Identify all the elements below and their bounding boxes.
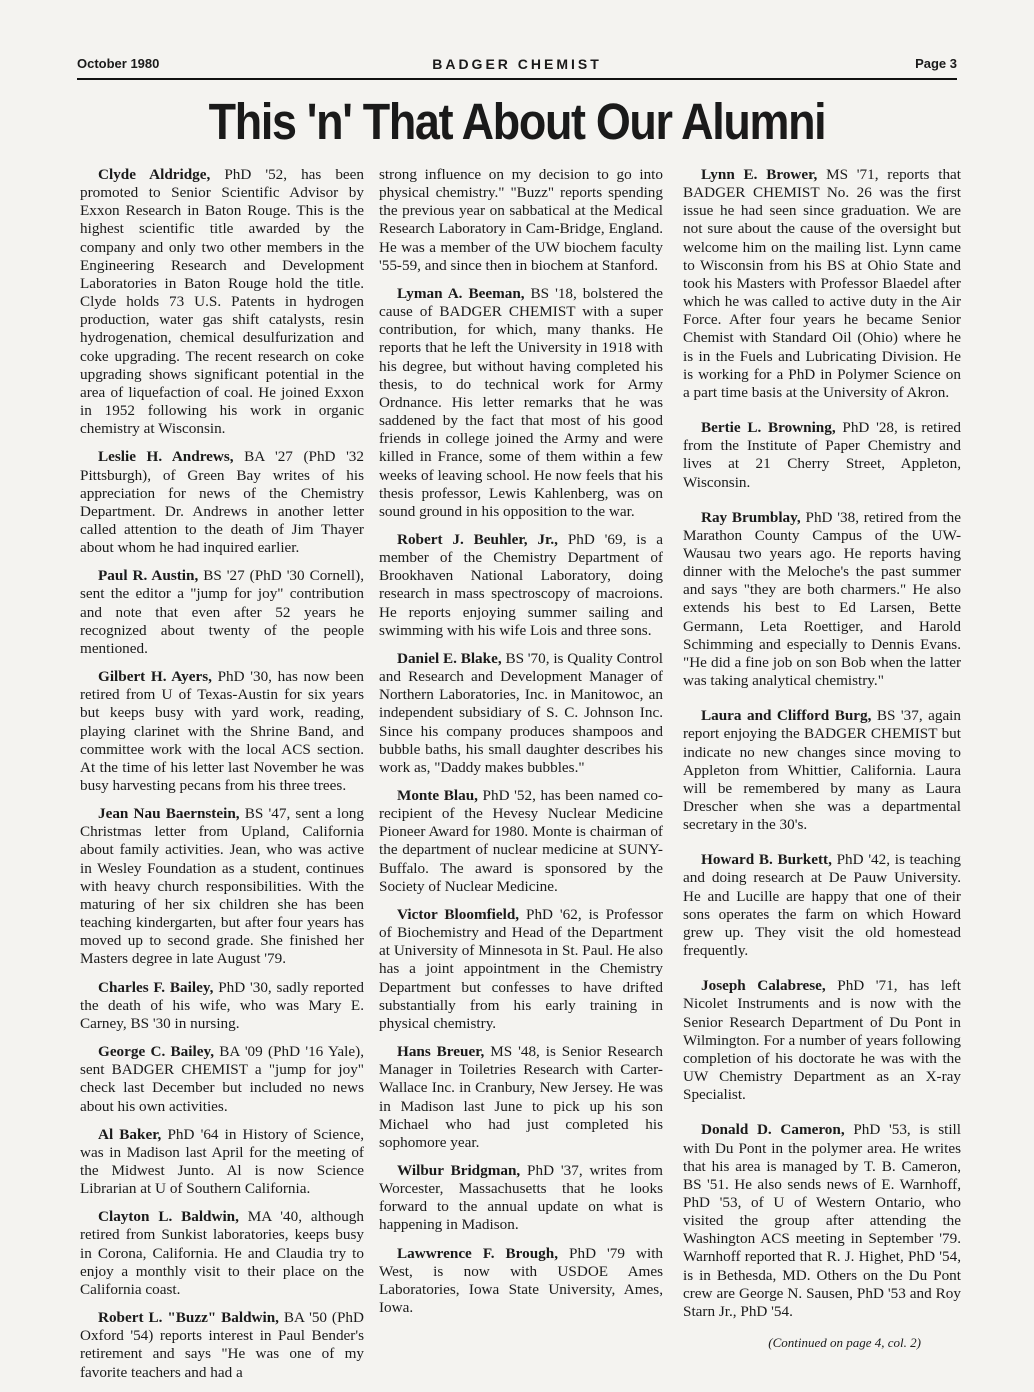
alumni-name: Lynn E. Brower, (701, 166, 818, 183)
alumni-name: Hans Breuer, (397, 1043, 485, 1061)
alumni-note (80, 1126, 364, 1199)
alumni-note-text: PhD '64 in History of Science, was in Madison last April for the meeting of the Midwest Junto. Al is now Science Librarian at U of Southern California. (80, 1125, 364, 1198)
alumni-note (683, 419, 961, 492)
alumni-note-text: PhD '62, is Professor of Biochemistry and Head of the Department at University of Minnesota in St. Paul. He also has a joint appointment in the Chemistry Department but confesses to have drifted substantially from his early training in physical chemistry. (379, 905, 663, 1032)
header-divider (77, 78, 957, 80)
alumni-note-text: PhD '52, has been promoted to Senior Scientific Advisor by Exxon Research in Baton Rouge. This is the highest scientific title awarded by the company and only two other members in the Engineering Research and Development Laboratories in Baton Rouge hold the title. Clyde holds 73 U.S. Patents in hydrogen production, water gas shift catalysts, resin hydrogenation, chemical desulfurization and coke upgrading. The recent research on coke upgrading shows significant potential in the area of liquefaction of coal. He joined Exxon in 1952 following his work in organic chemistry at Wisconsin. (80, 166, 364, 438)
alumni-note (683, 509, 961, 691)
alumni-note-text: MA '40, although retired from Sunkist laboratories, keeps busy in Corona, California. He and Claudia try to enjoy a monthly visit to their place on the California coast. (80, 1208, 364, 1298)
alumni-note-text: BA '50 (PhD Oxford '54) reports interest in Paul Bender's retirement and says "He was one of my favorite teachers and had a (80, 1309, 364, 1381)
alumni-note (379, 1245, 663, 1318)
alumni-note (683, 977, 961, 1104)
alumni-note-text: PhD '79 with West, is now with USDOE Ames Laboratories, Iowa State University, Ames, Iowa. (379, 1244, 664, 1317)
alumni-note (379, 285, 663, 521)
alumni-note-text: MS '71, reports that BADGER CHEMIST No. 26 was the first issue he had seen since graduation. We are not sure about the cause of the oversight but welcome him on the mailing list. Lynn came to Wisconsin from his BS at Ohio State and took his Masters with Professor Blaedel after which he was called to active duty in the Air Force. After four years he became Senior Chemist with Standard Oil (Ohio) where he is in the Fuels and Lubricating Division. He is working for a PhD in Polymer Science on a part time basis at the University of Akron. (683, 166, 962, 401)
column-2 (379, 166, 663, 1327)
alumni-name: Al Baker, (98, 1125, 162, 1143)
alumni-note-text: PhD '38, retired from the Marathon County Campus of the UW-Wausau two years ago. He reports having dinner with the Meloche's the past summer and says "they are both charmers." He also extends his best to Ed Larsen, Bette Germann, Leta Roettiger, and Harold Schimming and especially to Dennis Evans. "He did a fine job on son Bob when the latter was taking analytical chemistry." (683, 508, 962, 690)
alumni-name: Lawwrence F. Brough, (397, 1244, 558, 1262)
alumni-note-text: PhD '42, is teaching and doing research at De Pauw University. He and Lucille are happy that one of their sons operates the farm on which Howard grew up. They visit the old homestead frequently. (683, 851, 962, 960)
alumni-note (683, 707, 961, 834)
alumni-name: George C. Bailey, (98, 1043, 214, 1061)
alumni-note (683, 1121, 961, 1321)
alumni-note (683, 851, 961, 960)
alumni-note (683, 166, 961, 402)
page-header (77, 52, 957, 78)
alumni-name: Robert J. Beuhler, Jr., (397, 530, 558, 548)
alumni-note (80, 1309, 364, 1382)
page-number: Page 3 (915, 56, 957, 71)
alumni-note (379, 1043, 663, 1152)
alumni-note (379, 906, 663, 1033)
alumni-note (379, 166, 663, 275)
alumni-note-text: PhD '28, is retired from the Institute of Paper Chemistry and lives at 21 Cherry Street, Appleton, Wisconsin. (683, 419, 962, 491)
alumni-name: Bertie L. Browning, (701, 419, 836, 437)
alumni-name: Monte Blau, (397, 787, 478, 804)
alumni-name: Paul R. Austin, (98, 567, 199, 585)
alumni-name: Daniel E. Blake, (397, 649, 502, 667)
continued-note: (Continued on page 4, col. 2) (768, 1335, 921, 1351)
alumni-note-text: PhD '30, sadly reported the death of his wife, who was Mary E. Carney, BS '30 in nursing. (80, 978, 364, 1032)
alumni-note (80, 567, 364, 658)
alumni-note-text: PhD '37, writes from Worcester, Massachusetts that he looks forward to the annual update on what is happening in Madison. (379, 1161, 663, 1234)
alumni-name: Leslie H. Andrews, (98, 448, 234, 466)
alumni-note-text: BS '70, is Quality Control and Research and Development Manager of Northern Laboratories, Inc. in Manitowoc, an independent subsidiary of S. C. Johnson Inc. Since his company produces shampoos and bubble baths, his small daughter describes his work as, "Daddy makes bubbles." (379, 649, 664, 776)
alumni-note-text: BS '47, sent a long Christmas letter from Upland, California about family activities. Jean, who was active in Wesley Foundation as a student, continues with heavy church responsibilities. With the maturing of her six children she has been teaching kindergarten, but after four years has moved up to second grade. She finished her Masters degree in late August '79. (80, 805, 364, 968)
column-3 (683, 166, 961, 1352)
alumni-name: Jean Nau Baernstein, (98, 805, 240, 823)
alumni-note (80, 805, 364, 968)
alumni-name: Robert L. "Buzz" Baldwin, (98, 1309, 279, 1327)
alumni-note-text: PhD '53, is still with Du Pont in the polymer area. He writes that his area is managed by T. B. Cameron, BS '51. He also sends news of E. Warnhoff, PhD '53, of U of Western Ontario, who visited the group after attending the Washington ACS meeting in September '79. Warnhoff reported that R. J. Highet, PhD '54, is in Bethesda, MD. Others on the Du Pont crew are George N. Sausen, PhD '53 and Roy Starn Jr., PhD '54. (683, 1121, 961, 1320)
alumni-name: Gilbert H. Ayers, (98, 668, 212, 686)
alumni-note (80, 979, 364, 1033)
alumni-name: Clyde Aldridge, (98, 166, 211, 183)
alumni-name: Joseph Calabrese, (701, 977, 826, 995)
alumni-note (80, 1208, 364, 1299)
alumni-note-text: BS '27 (PhD '30 Cornell), sent the editor a "jump for joy" contribution and note that even after 52 years he recognized about twenty of the people mentioned. (80, 567, 364, 657)
alumni-note-text: strong influence on my decision to go into physical chemistry." "Buzz" reports spending the previous year on sabbatical at the Medical Research Laboratory in Cam-Bridge, England. He was a member of the UW biochem faculty '55-59, and since then in biochem at Stanford. (379, 166, 663, 274)
page-title: This 'n' That About Our Alumni (208, 93, 826, 150)
alumni-note (379, 531, 663, 640)
alumni-name: Wilbur Bridgman, (397, 1161, 521, 1179)
alumni-note (80, 1043, 364, 1116)
alumni-note-text: PhD '30, has now been retired from U of Texas-Austin for six years but keeps busy with yard work, reading, playing clarinet with the Shrine Band, and committee work with the local ACS section. At the time of his letter last November he was busy harvesting pecans from his three trees. (80, 668, 364, 794)
alumni-note-text: PhD '52, has been named co-recipient of the Hevesy Nuclear Medicine Pioneer Award for 1980. Monte is chairman of the department of nuclear medicine at SUNY-Buffalo. The award is sponsored by the Society of Nuclear Medicine. (379, 787, 663, 895)
alumni-name: Ray Brumblay, (701, 508, 801, 526)
column-1 (80, 166, 364, 1392)
alumni-name: Laura and Clifford Burg, (701, 707, 872, 725)
alumni-note (80, 166, 364, 438)
alumni-note-text: BS '37, again report enjoying the BADGER CHEMIST but indicate no new changes since moving to Appleton from Whittier, California. Laura will be remembered by many as Laura Drescher when she was a departmental secretary in the 30's. (683, 707, 961, 834)
alumni-name: Howard B. Burkett, (701, 851, 832, 869)
alumni-note (379, 787, 663, 896)
alumni-note-text: MS '48, is Senior Research Manager in Toiletries Research with Carter-Wallace Inc. in Cranbury, New Jersey. He was in Madison last June to pick up his son Michael who had just completed his sophomore year. (379, 1043, 664, 1151)
alumni-note (379, 1162, 663, 1235)
alumni-note (80, 668, 364, 795)
alumni-note (379, 650, 663, 777)
alumni-note (80, 448, 364, 557)
alumni-name: Lyman A. Beeman, (397, 284, 525, 302)
alumni-name: Charles F. Bailey, (98, 978, 214, 996)
alumni-note-text: BA '27 (PhD '32 Pittsburgh), of Green Bay writes of his appreciation for news of the Chemistry Department. Dr. Andrews in another letter called attention to the death of Jim Thayer about whom he had inquired earlier. (80, 448, 364, 557)
alumni-note-text: PhD '69, is a member of the Chemistry Department of Brookhaven National Laboratory, doing research in mass spectroscopy of macroions. He reports enjoying summer sailing and swimming with his wife Lois and three sons. (379, 530, 664, 639)
alumni-name: Victor Bloomfield, (397, 905, 520, 923)
alumni-note-text: BS '18, bolstered the cause of BADGER CHEMIST with a super contribution, for which, many thanks. He reports that he left the University in 1918 with his degree, but without having completed his thesis, to do technical work for Army Ordnance. His letter remarks that he was saddened by the fact that most of his good friends in college joined the Army and were killed in France, some of them within a few weeks of leaving school. He now feels that his thesis professor, Lewis Kahlenberg, was on sound ground in his opposition to the war. (379, 284, 663, 520)
alumni-name: Clayton L. Baldwin, (98, 1208, 239, 1226)
alumni-note-text: PhD '71, has left Nicolet Instruments and is now with the Senior Research Department of Du Pont in Wilmington. For a number of years following completion of his doctorate he was with the UW Chemistry Department as an X-ray Specialist. (683, 977, 961, 1104)
alumni-name: Donald D. Cameron, (701, 1121, 845, 1139)
publication-name: BADGER CHEMIST (432, 56, 602, 72)
issue-date: October 1980 (77, 56, 160, 71)
alumni-note-text: BA '09 (PhD '16 Yale), sent BADGER CHEMIST a "jump for joy" check last December but included no news about his own activities. (80, 1043, 364, 1115)
